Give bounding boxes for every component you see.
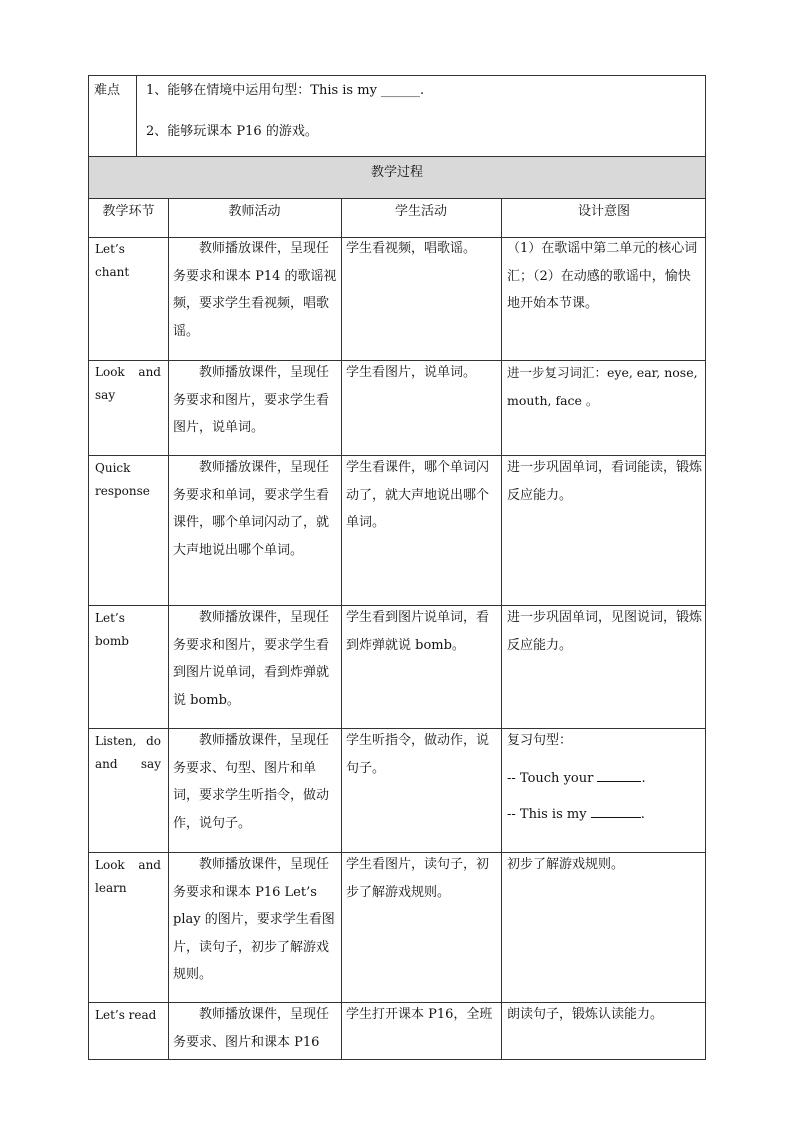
difficulty-label: 难点	[89, 76, 137, 156]
row-teacher: 教师播放课件，呈现任务要求和图片，要求学生看图片，说单词。	[173, 365, 330, 435]
row-intent: 初步了解游戏规则。	[507, 857, 625, 872]
row-teacher: 教师播放课件，呈现任务要求和图片，要求学生看到图片说单词，看到炸弹就说 bomb。	[173, 610, 330, 708]
header-student: 学生活动	[394, 204, 447, 219]
row-intent: 进一步巩固单词，见图说词，锻炼反应能力。	[507, 610, 703, 653]
row-teacher: 教师播放课件，呈现任务要求和单词，要求学生看课件，哪个单词闪动了，就大声地说出哪个单词。	[173, 460, 330, 558]
intent-pattern-2: -- This is my .	[507, 807, 645, 822]
row-stage: Let’s bomb	[95, 611, 129, 648]
row-teacher: 教师播放课件，呈现任务要求、句型、图片和单词，要求学生听指令，做动作，说句子。	[173, 733, 330, 831]
row-stage: Let’s read	[95, 1008, 157, 1022]
header-stage: 教学环节	[102, 204, 155, 219]
row-teacher: 教师播放课件，呈现任务要求和课本 P14 的歌谣视频，要求学生看视频，唱歌谣。	[173, 241, 337, 339]
row-student: 学生看课件，哪个单词闪动了，就大声地说出哪个单词。	[346, 460, 490, 530]
row-student: 学生听指令，做动作，说句子。	[346, 733, 490, 776]
process-table	[88, 199, 706, 1060]
row-teacher: 教师播放课件，呈现任务要求、图片和课本 P16	[173, 1007, 330, 1050]
row-intent: 进一步复习词汇：eye, ear, nose, mouth, face 。	[507, 365, 698, 408]
header-teacher: 教师活动	[228, 204, 281, 219]
difficulty-table	[88, 75, 706, 157]
process-title: 教学过程	[88, 157, 706, 199]
column-divider	[501, 199, 502, 1059]
row-intent: （1）在歌谣中第二单元的核心词汇；（2）在动感的歌谣中，愉快地开始本节课。	[507, 241, 698, 311]
blank-line	[591, 805, 641, 818]
intent-title: 复习句型：	[507, 733, 573, 748]
row-stage: Let’s chant	[95, 242, 130, 279]
difficulty-line-1: 1、能够在情境中运用句型：This is my ______.	[146, 83, 425, 98]
row-stage: Look and say	[95, 365, 161, 402]
header-intent: 设计意图	[577, 204, 630, 219]
row-stage: Look and learn	[95, 858, 161, 895]
row-intent: 进一步巩固单词，看词能读，锻炼反应能力。	[507, 460, 703, 503]
row-intent: 朗读句子，锻炼认读能力。	[507, 1007, 664, 1022]
row-student: 学生看视频，唱歌谣。	[346, 241, 477, 256]
row-intent	[507, 727, 703, 838]
column-divider	[341, 199, 342, 1059]
row-stage: Quick response	[95, 461, 150, 498]
row-student: 学生看到图片说单词，看到炸弹就说 bomb。	[346, 610, 490, 653]
column-divider	[168, 199, 169, 1059]
row-student: 学生打开课本 P16，全班	[346, 1007, 493, 1022]
blank-line	[597, 769, 641, 782]
row-stage: Listen, do and say	[95, 734, 161, 771]
row-student: 学生看图片，说单词。	[346, 365, 477, 380]
difficulty-line-2: 2、能够玩课本 P16 的游戏。	[146, 124, 318, 139]
row-teacher: 教师播放课件，呈现任务要求和课本 P16 Let’s play 的图片，要求学生看图片，读句子，初步了解游戏规则。	[173, 857, 335, 982]
row-student: 学生看图片，读句子，初步了解游戏规则。	[346, 857, 490, 900]
intent-pattern-1: -- Touch your .	[507, 771, 646, 786]
